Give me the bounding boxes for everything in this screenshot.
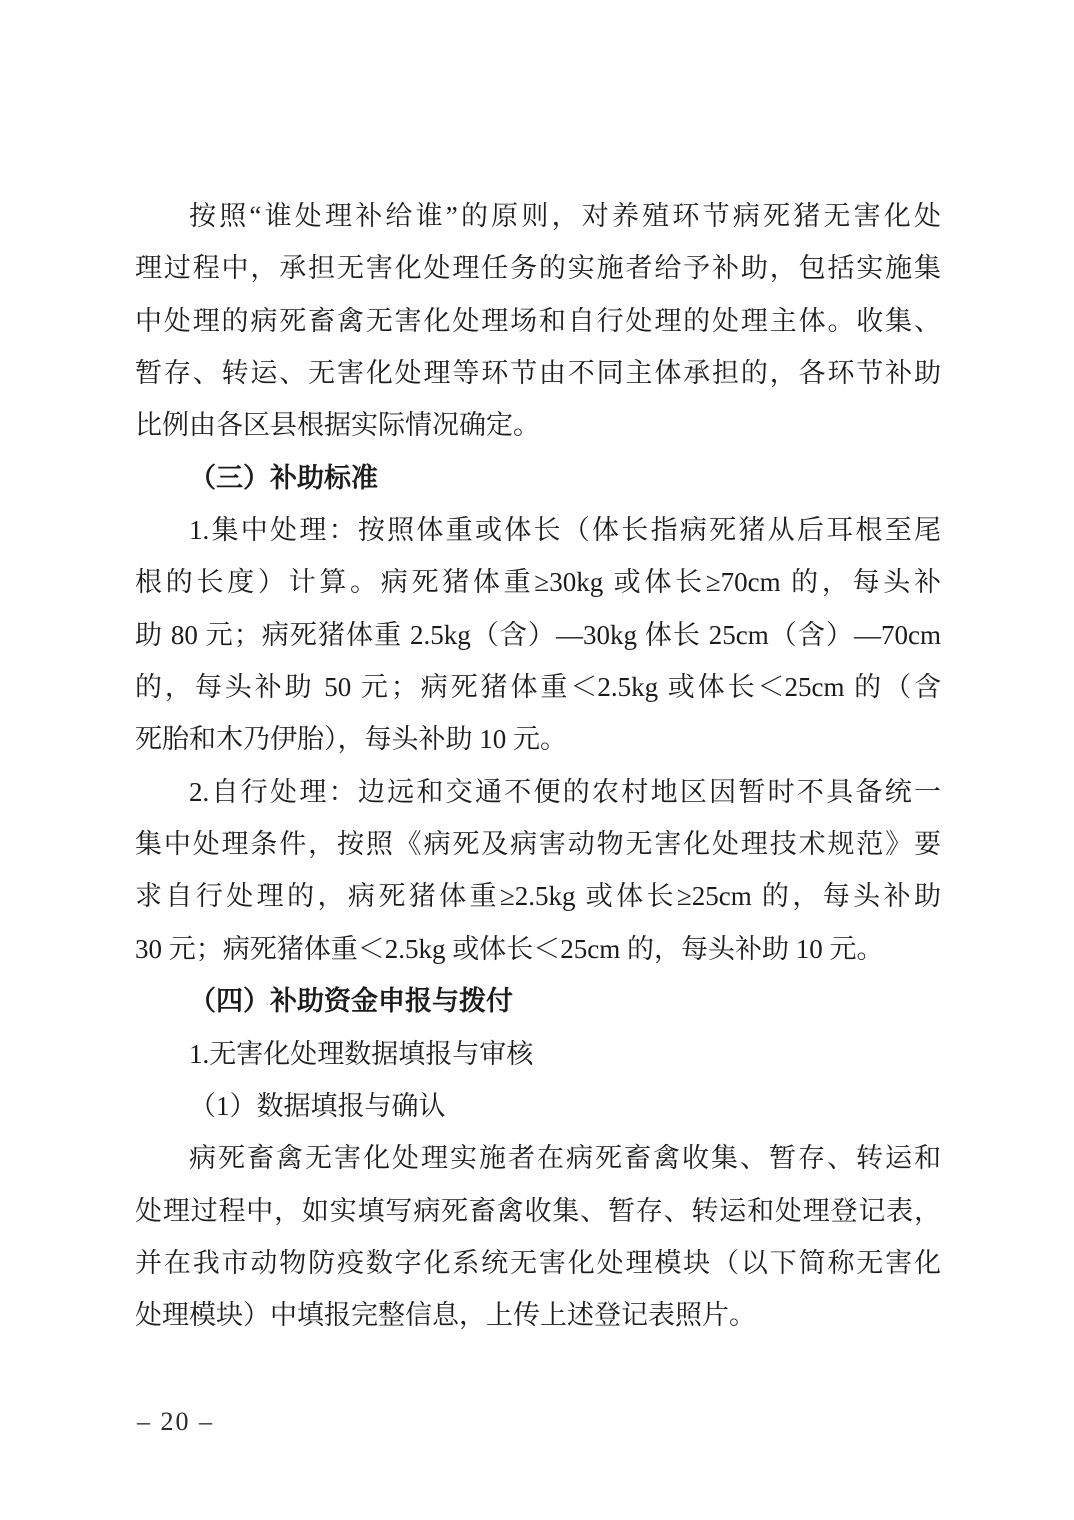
body-text-line: 处理模块）中填报完整信息，上传上述登记表照片。: [135, 1300, 756, 1331]
body-text-line: 30 元；病死猪体重＜2.5kg 或体长＜25cm 的，每头补助 10 元。: [135, 933, 884, 964]
body-text-line: 理过程中，承担无害化处理任务的实施者给予补助，包括实施集: [135, 253, 941, 284]
body-text-line: 求自行处理的，病死猪体重≥2.5kg 或体长≥25cm 的，每头补助: [135, 881, 941, 912]
body-text-line: 比例由各区县根据实际情况确定。: [135, 410, 540, 441]
body-text-line: 处理过程中，如实填写病死畜禽收集、暂存、转运和处理登记表，: [135, 1195, 941, 1226]
section-heading: （四）补助资金申报与拨付: [189, 986, 513, 1017]
body-text-line: 暂存、转运、无害化处理等环节由不同主体承担的，各环节补助: [135, 358, 941, 389]
document-body: [135, 190, 941, 1342]
subsection-heading: 1.无害化处理数据填报与审核: [189, 1038, 534, 1069]
clause-heading: （1）数据填报与确认: [189, 1090, 446, 1121]
body-text-line: 根的长度）计算。病死猪体重≥30kg 或体长≥70cm 的，每头补: [135, 567, 941, 598]
body-text-line: 病死畜禽无害化处理实施者在病死畜禽收集、暂存、转运和: [189, 1143, 941, 1174]
body-text-line: 助 80 元；病死猪体重 2.5kg（含）—30kg 体长 25cm（含）—70cm: [135, 619, 941, 650]
body-text-line: 集中处理条件，按照《病死及病害动物无害化处理技术规范》要: [135, 829, 941, 860]
body-text-line: 按照“谁处理补给谁”的原则，对养殖环节病死猪无害化处: [189, 201, 941, 231]
body-text-line: 中处理的病死畜禽无害化处理场和自行处理的处理主体。收集、: [135, 305, 941, 336]
body-text-line: 1.集中处理：按照体重或体长（体长指病死猪从后耳根至尾: [189, 515, 941, 546]
body-text-line: 2.自行处理：边远和交通不便的农村地区因暂时不具备统一: [189, 776, 941, 807]
body-text-line: 并在我市动物防疫数字化系统无害化处理模块（以下简称无害化: [135, 1247, 941, 1278]
body-text-line: 死胎和木乃伊胎），每头补助 10 元。: [135, 724, 567, 755]
body-text-line: 的，每头补助 50 元；病死猪体重＜2.5kg 或体长＜25cm 的（含: [135, 672, 941, 703]
section-heading: （三）补助标准: [189, 462, 378, 493]
page-number: – 20 –: [137, 1407, 214, 1436]
